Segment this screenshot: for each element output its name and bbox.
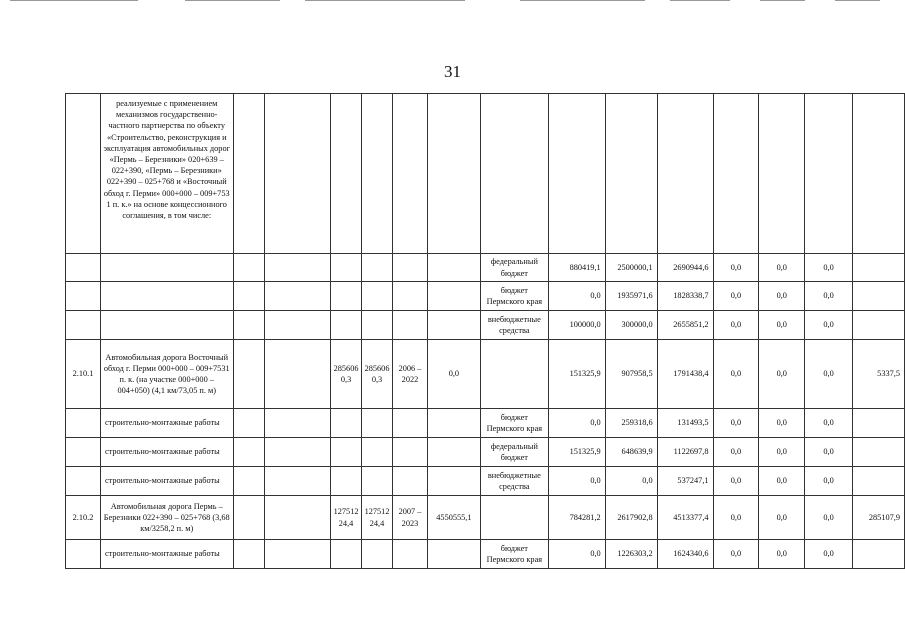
value-cell: 0,0 <box>759 282 805 311</box>
table-row <box>66 340 905 409</box>
value-cell: 907958,5 <box>605 340 657 409</box>
funding-source: бюджет Пермского края <box>480 540 548 569</box>
value-cell: 0,0 <box>759 438 805 467</box>
value-cell: 300000,0 <box>605 311 657 340</box>
value-cell: 1791438,4 <box>657 340 713 409</box>
value-cell: 4550555,1 <box>427 496 480 540</box>
value-cell: 0,0 <box>759 254 805 282</box>
table-row <box>66 311 905 340</box>
top-rule <box>10 0 138 1</box>
value-cell: 880419,1 <box>548 254 605 282</box>
item-number: 2.10.1 <box>66 340 101 409</box>
top-rule <box>835 0 880 1</box>
value-cell: 5337,5 <box>852 340 904 409</box>
value-cell: 0,0 <box>548 409 605 438</box>
value-cell: 0,0 <box>713 254 759 282</box>
funding-source: бюджет Пермского края <box>480 409 548 438</box>
value-cell: 2500000,1 <box>605 254 657 282</box>
value-cell: 0,0 <box>548 467 605 496</box>
value-cell: 0,0 <box>759 409 805 438</box>
table-row <box>66 540 905 569</box>
value-cell: 127512 24,4 <box>331 496 362 540</box>
value-cell: 0,0 <box>805 496 853 540</box>
value-cell: 285606 0,3 <box>362 340 393 409</box>
value-cell: 0,0 <box>713 311 759 340</box>
value-cell: 0,0 <box>605 467 657 496</box>
value-cell: 0,0 <box>759 467 805 496</box>
value-cell: 0,0 <box>805 467 853 496</box>
value-cell: 285606 0,3 <box>331 340 362 409</box>
value-cell: 2690944,6 <box>657 254 713 282</box>
top-rule <box>670 0 730 1</box>
value-cell: 2655851,2 <box>657 311 713 340</box>
value-cell: 0,0 <box>805 340 853 409</box>
value-cell: 0,0 <box>713 540 759 569</box>
table-row <box>66 282 905 311</box>
value-cell: 1122697,8 <box>657 438 713 467</box>
value-cell: 2617902,8 <box>605 496 657 540</box>
value-cell: 0,0 <box>713 282 759 311</box>
value-cell: 0,0 <box>805 282 853 311</box>
value-cell: 0,0 <box>713 340 759 409</box>
value-cell: 784281,2 <box>548 496 605 540</box>
top-rule <box>185 0 280 1</box>
funding-source: федеральный бюджет <box>480 438 548 467</box>
value-cell: 131493,5 <box>657 409 713 438</box>
item-name: Автомобильная дорога Восточный обход г. Перми 000+000 – 009+7531 п. к. (на участке 000+000 – 004+050) (4,1 км/73,05 п. м) <box>100 340 233 409</box>
period-cell: 2006 – 2022 <box>393 340 428 409</box>
value-cell: 0,0 <box>713 496 759 540</box>
value-cell: 0,0 <box>759 540 805 569</box>
value-cell: 259318,6 <box>605 409 657 438</box>
item-name: строительно-монтажные работы <box>100 438 233 467</box>
top-rule <box>305 0 465 1</box>
value-cell: 0,0 <box>548 282 605 311</box>
value-cell: 0,0 <box>548 540 605 569</box>
top-rule <box>760 0 805 1</box>
value-cell: 151325,9 <box>548 340 605 409</box>
value-cell: 0,0 <box>427 340 480 409</box>
value-cell: 1624340,6 <box>657 540 713 569</box>
value-cell: 1226303,2 <box>605 540 657 569</box>
table-row <box>66 438 905 467</box>
item-name: строительно-монтажные работы <box>100 467 233 496</box>
value-cell: 127512 24,4 <box>362 496 393 540</box>
value-cell: 100000,0 <box>548 311 605 340</box>
value-cell: 0,0 <box>805 409 853 438</box>
value-cell: 0,0 <box>805 540 853 569</box>
table-row <box>66 496 905 540</box>
value-cell: 537247,1 <box>657 467 713 496</box>
top-rule <box>520 0 645 1</box>
value-cell: 1828338,7 <box>657 282 713 311</box>
page-number: 31 <box>444 62 461 81</box>
value-cell: 0,0 <box>713 438 759 467</box>
value-cell: 0,0 <box>713 409 759 438</box>
funding-source: бюджет Пермского края <box>480 282 548 311</box>
funding-source: федеральный бюджет <box>480 254 548 282</box>
table-row <box>66 409 905 438</box>
value-cell: 1935971,6 <box>605 282 657 311</box>
value-cell: 151325,9 <box>548 438 605 467</box>
table-row <box>66 94 905 254</box>
value-cell: 648639,9 <box>605 438 657 467</box>
table-row <box>66 467 905 496</box>
item-name: строительно-монтажные работы <box>100 409 233 438</box>
item-name: строительно-монтажные работы <box>100 540 233 569</box>
funding-source: внебюджетные средства <box>480 467 548 496</box>
value-cell: 0,0 <box>805 254 853 282</box>
value-cell: 285107,9 <box>852 496 904 540</box>
value-cell: 4513377,4 <box>657 496 713 540</box>
intro-text: реализуемые с применением механизмов государственно-частного партнерства по объекту «Строительство, реконструкция и эксплуатация автомобильных дорог «Пермь – Березники» 020+639 – 022+390, «Пермь – Березники» 022+390 – 025+768 и «Восточный обход г. Перми» 000+000 – 009+753 1 п. к.» на основе концессионного соглашения, в том числе: <box>100 94 233 254</box>
value-cell: 0,0 <box>759 311 805 340</box>
program-table <box>65 93 905 569</box>
value-cell: 0,0 <box>759 496 805 540</box>
value-cell: 0,0 <box>759 340 805 409</box>
value-cell: 0,0 <box>805 438 853 467</box>
period-cell: 2007 – 2023 <box>393 496 428 540</box>
item-name: Автомобильная дорога Пермь – Березники 022+390 – 025+768 (3,68 км/3258,2 п. м) <box>100 496 233 540</box>
funding-source: внебюджетные средства <box>480 311 548 340</box>
value-cell: 0,0 <box>713 467 759 496</box>
item-number: 2.10.2 <box>66 496 101 540</box>
table-row <box>66 254 905 282</box>
value-cell: 0,0 <box>805 311 853 340</box>
